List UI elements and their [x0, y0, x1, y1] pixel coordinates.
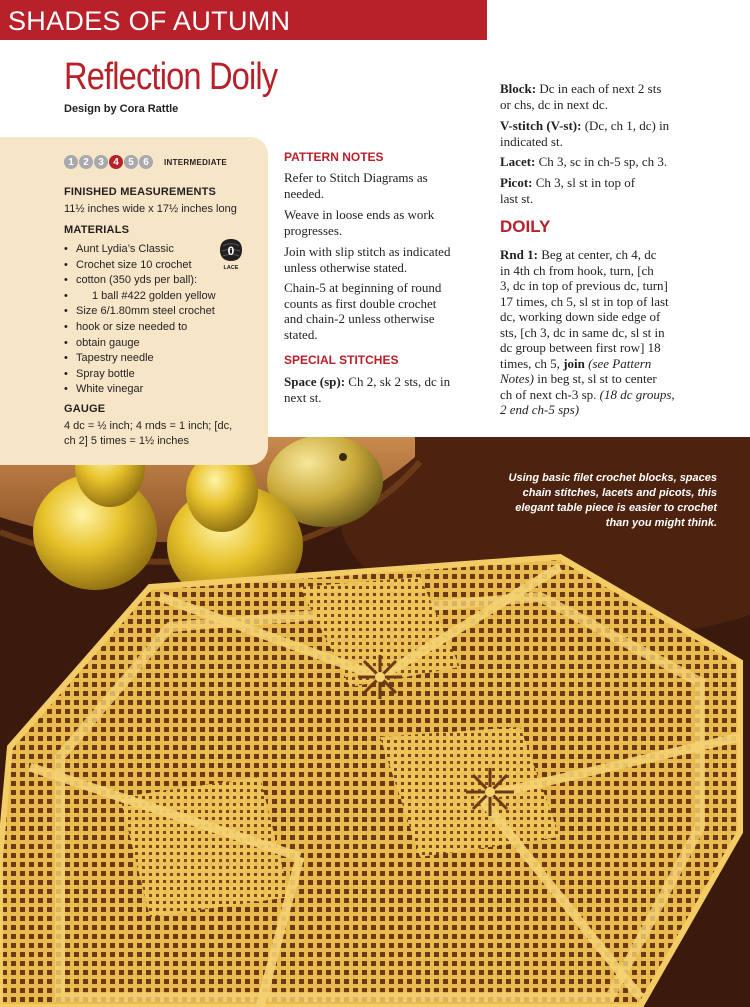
pattern-notes-heading: PATTERN NOTES: [284, 150, 384, 164]
skill-level-4-selected: 4: [109, 155, 123, 169]
gauge-line-1: 4 dc = ½ inch; 4 rnds = 1 inch; [dc,: [64, 420, 233, 432]
stitch-lacet: Lacet: Ch 3, sc in ch-5 sp, ch 3.: [500, 154, 668, 169]
yarn-weight-label: LACE: [223, 265, 239, 271]
stitch-vstitch: V-stitch (V-st): (Dc, ch 1, dc) in indicated st.: [500, 118, 670, 149]
skill-level-6: 6: [139, 155, 153, 169]
pattern-note-1: Refer to Stitch Diagrams as needed.: [284, 170, 428, 201]
material-item-cont: • hook or size needed to: [64, 320, 216, 336]
finished-measurements-heading: FINISHED MEASUREMENTS: [64, 186, 217, 198]
pattern-note-3: Join with slip stitch as indicated unless otherwise stated.: [284, 244, 451, 275]
stitch-space: Space (sp): Ch 2, sk 2 sts, dc in next st.: [284, 374, 451, 405]
finished-measurements-text: 11½ inches wide x 17½ inches long: [64, 203, 237, 215]
section-title: SHADES OF AUTUMN: [8, 6, 291, 36]
special-stitches-heading: SPECIAL STITCHES: [284, 353, 399, 367]
designer-byline: Design by Cora Rattle: [64, 103, 179, 115]
material-item: • White vinegar: [64, 382, 216, 398]
skill-level-3: 3: [94, 155, 108, 169]
page-title: Reflection Doily: [64, 56, 278, 98]
gauge-heading: GAUGE: [64, 403, 106, 415]
skill-level-1: 1: [64, 155, 78, 169]
skill-level-indicator: [64, 155, 227, 169]
yarn-weight-number: 0: [227, 244, 235, 258]
material-item: • Spray bottle: [64, 367, 216, 383]
stitch-block: Block: Dc in each of next 2 sts or chs, dc in next dc.: [500, 81, 662, 112]
yarn-weight-icon: [217, 237, 245, 271]
skill-level-5: 5: [124, 155, 138, 169]
gauge-line-2: ch 2] 5 times = 1½ inches: [64, 435, 190, 447]
material-item: • Tapestry needle: [64, 351, 216, 367]
materials-heading: MATERIALS: [64, 224, 130, 236]
material-item-cont: • obtain gauge: [64, 336, 216, 352]
pattern-note-2: Weave in loose ends as work progresses.: [284, 207, 435, 238]
materials-list: [64, 242, 216, 398]
section-banner: [0, 0, 487, 40]
skill-level-2: 2: [79, 155, 93, 169]
doily-round-1: Rnd 1: Beg at center, ch 4, dc in 4th ch from hook, turn, [ch 3, dc in top of previous dc, turn] 17 times, ch 5, sl st in top of last dc, working down side edge of sts, [ch 3, dc in same dc, sl st in dc group between first row] 18 times, ch 5, join (see Pattern Notes) in beg st, sl st to center ch of next ch-3 sp. (18 dc groups, 2 end ch-5 sps): [500, 247, 675, 417]
materials-panel: [0, 137, 268, 465]
material-item-cont: • 1 ball #422 golden yellow: [64, 289, 216, 305]
material-item: • Size 6/1.80mm steel crochet: [64, 304, 216, 320]
material-item-cont: • cotton (350 yds per ball):: [64, 273, 216, 289]
material-item-cont: • Crochet size 10 crochet: [64, 258, 216, 274]
stitch-picot: Picot: Ch 3, sl st in top of last st.: [500, 175, 636, 206]
skill-level-label: INTERMEDIATE: [164, 157, 228, 167]
material-item: • Aunt Lydia’s Classic: [64, 242, 216, 258]
doily-heading: DOILY: [500, 217, 551, 236]
photo-caption: Using basic filet crochet blocks, spaces chain stitches, lacets and picots, this elegant table piece is easier to crochet than you might think.: [508, 472, 717, 529]
pattern-note-4: Chain-5 at beginning of round counts as first double crochet and chain-2 unless otherwise stated.: [284, 280, 442, 342]
